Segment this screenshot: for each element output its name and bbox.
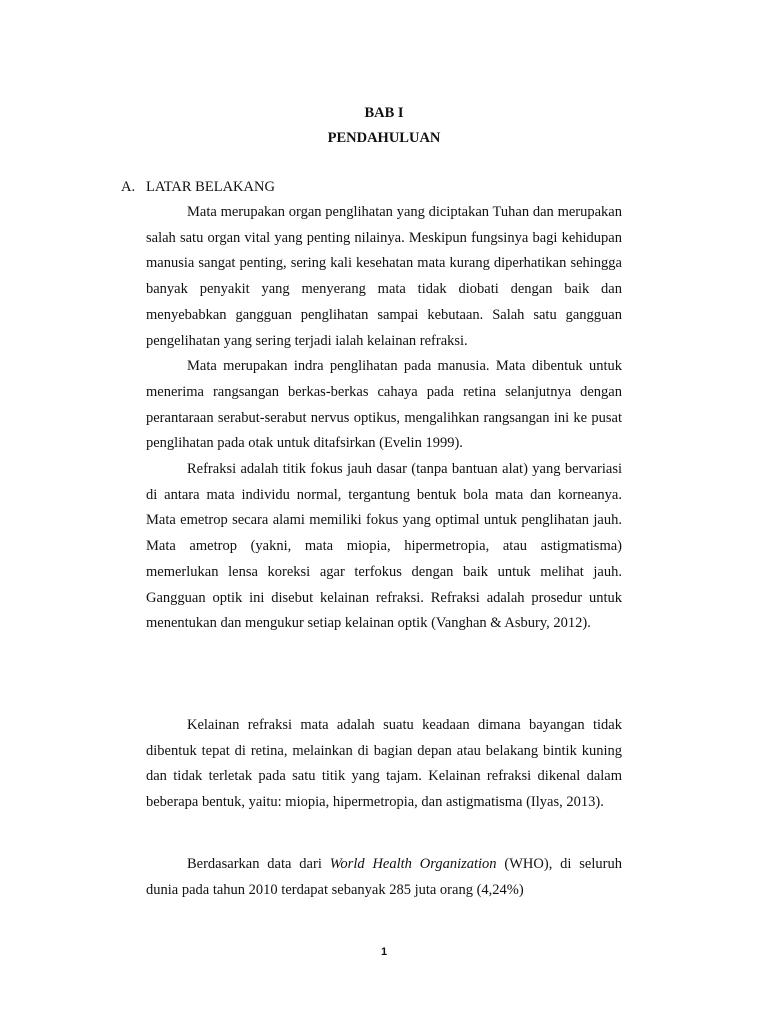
paragraph-5-italic: World Health Organization: [329, 856, 497, 872]
body-block-2: [146, 713, 622, 816]
section-heading: [121, 178, 275, 196]
page-number: 1: [380, 946, 388, 958]
body-block-3: [146, 852, 622, 903]
paragraph-4: Kelainan refraksi mata adalah suatu keadaan dimana bayangan tidak dibentuk tepat di retina, melainkan di bagian depan atau belakang bintik kuning dan tidak terletak pada satu titik yang tajam. Kelainan refraksi dikenal dalam beberapa bentuk, yaitu: miopia, hipermetropia, dan astigmatisma (Ilyas, 2013).: [146, 717, 622, 811]
section-title: LATAR BELAKANG: [146, 179, 275, 195]
body-block-1: [146, 200, 622, 637]
chapter-title: PENDAHULUAN: [327, 130, 441, 146]
paragraph-2: Mata merupakan indra penglihatan pada manusia. Mata dibentuk untuk menerima rangsangan berkas-berkas cahaya pada retina selanjutnya dengan perantaraan serabut-serabut nervus optikus, mengalihkan rangsangan ini ke pusat penglihatan pada otak untuk ditafsirkan (Evelin 1999).: [146, 358, 622, 452]
paragraph-5: [146, 852, 622, 903]
paragraph-1: Mata merupakan organ penglihatan yang diciptakan Tuhan dan merupakan salah satu organ vital yang penting nilainya. Meskipun fungsinya bagi kehidupan manusia sangat penting, sering kali kesehatan mata kurang diperhatikan sehingga banyak penyakit yang menyerang mata tidak diobati dengan baik dan menyebabkan gangguan penglihatan sampai kebutaan. Salah satu gangguan pengelihatan yang sering terjadi ialah kelainan refraksi.: [146, 204, 622, 349]
chapter-heading: BAB I: [364, 105, 404, 121]
paragraph-5-before: Berdasarkan data dari: [187, 856, 330, 872]
section-number: A.: [121, 179, 136, 195]
paragraph-3: Refraksi adalah titik fokus jauh dasar (tanpa bantuan alat) yang bervariasi di antara mata individu normal, tergantung bentuk bola mata dan korneanya. Mata emetrop secara alami memiliki fokus yang optimal untuk penglihatan jauh. Mata ametrop (yakni, mata miopia, hipermetropia, atau astigmatisma) memerlukan lensa koreksi agar terfokus dengan baik untuk melihat jauh. Gangguan optik ini disebut kelainan refraksi. Refraksi adalah prosedur untuk menentukan dan mengukur setiap kelainan optik (Vanghan & Asbury, 2012).: [146, 461, 622, 632]
paragraph-5-after: (WHO), di seluruh dunia pada tahun 2010 terdapat sebanyak 285 juta orang (4,24%): [146, 856, 622, 898]
